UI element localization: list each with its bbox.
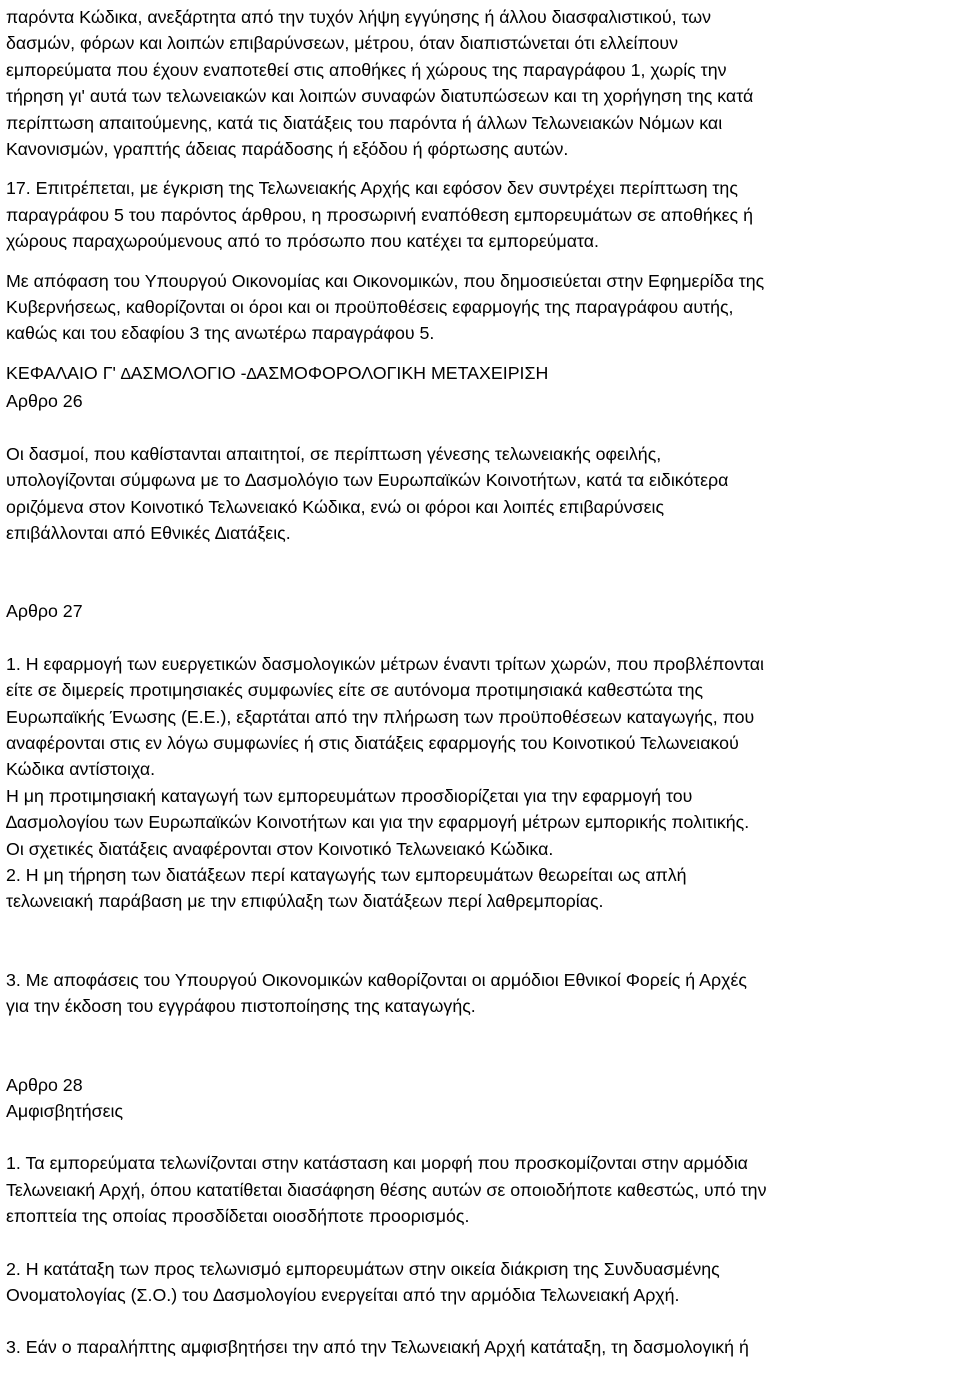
article-26-body: Οι δασμοί, που καθίστανται απαιτητοί, σε περίπτωση γένεσης τελωνειακής οφειλής, υπολογίζονται σύμφωνα με το ∆ασμολόγιο των Ευρωπαϊκών Κοινοτήτων, κατά τα ειδικότερα οριζόμενα στον Κοινοτικό Τελωνειακό Κώδικα, ενώ οι φόροι και λοιπές επιβαρύνσεις επιβάλλονται από Εθνικές ∆ιατάξεις. xyxy=(6,443,729,543)
chapter-prefix: ΚΕΦΑΛΑΙΟ Γ' xyxy=(6,362,121,383)
spacer xyxy=(6,1230,960,1256)
article-28-paragraph-3: 3. Εάν ο παραλήπτης αμφισβητήσει την από την Τελωνειακή Αρχή κατάταξη, τη δασμολογική ή xyxy=(6,1337,749,1358)
article-26-heading: Αρθρο 26 xyxy=(6,391,83,412)
spacer xyxy=(6,1308,960,1334)
chapter-mid: ΑΣΜΟΛΟΓΙΟ - xyxy=(130,362,247,383)
paragraph-17: 17. Επιτρέπεται, με έγκριση της Τελωνειακής Αρχής και εφόσον δεν συντρέχει περίπτωση της παραγράφου 5 του παρόντος άρθρου, η προσωρινή εναπόθεση εμπορευμάτων σε αποθήκες ή χώρους παραχωρούμενους από το πρόσωπο που κατέχει τα εμπορεύματα. xyxy=(6,178,753,252)
ministerial-decision-paragraph: Με απόφαση του Υπουργού Οικονομίας και Οικονομικών, που δημοσιεύεται στην Εφημερίδα της Κυβερνήσεως, καθορίζονται οι όροι και οι προϋποθέσεις εφαρμογής της παραγράφου αυτής, καθώς και του εδαφίου 3 της ανωτέρω παραγράφου 5. xyxy=(6,270,765,344)
spacer xyxy=(6,415,960,441)
continuation-paragraph: παρόντα Κώδικα, ανεξάρτητα από την τυχόν λήψη εγγύησης ή άλλου διασφαλιστικού, των δασμών, φόρων και λοιπών επιβαρύνσεων, μέτρου, όταν διαπιστώνεται ότι ελλείπουν εμπορεύματα που έχουν εναποτεθεί στις αποθήκες ή χώρους της παραγράφου 1, χωρίς την τήρηση γι' αυτά των τελωνειακών και λοιπών συναφών διατυπώσεων και τη χορήγηση της κατά περίπτωση απαιτούμενης, κατά τις διατάξεις του παρόντα ή άλλων Τελωνειακών Νόμων και Κανονισμών, γραπτής άδειας παράδοσης ή εξόδου ή φόρτωσης αυτών. xyxy=(6,7,754,160)
spacer xyxy=(6,625,960,651)
delta-glyph: ∆ xyxy=(246,365,257,383)
article-28-paragraph-2: 2. Η κατάταξη των προς τελωνισμό εμπορευμάτων στην οικεία διάκριση της Συνδυασμένης Ονοματολογίας (Σ.Ο.) του ∆ασμολογίου ενεργείται από την αρμόδια Τελωνειακή Αρχή. xyxy=(6,1258,720,1306)
delta-glyph: ∆ xyxy=(120,365,131,383)
article-27-heading: Αρθρο 27 xyxy=(6,601,83,622)
spacer xyxy=(6,1020,960,1072)
chapter-heading xyxy=(6,360,960,388)
article-28-subheading: Αμφισβητήσεις xyxy=(6,1101,124,1121)
spacer xyxy=(6,162,960,175)
spacer xyxy=(6,1124,960,1150)
spacer xyxy=(6,255,960,268)
article-27-paragraph-1: 1. Η εφαρμογή των ευεργετικών δασμολογικών μέτρων έναντι τρίτων χωρών, που προβλέπονται είτε σε διμερείς προτιμησιακές συμφωνίες είτε σε αυτόνομα προτιμησιακά καθεστώτα της Ευρωπαϊκής Ένωσης (Ε.Ε.), εξαρτάται από την πλήρωση των προϋποθέσεων καταγωγής, που αναφέρονται στις εν λόγω συμφωνίες ή στις διατάξεις εφαρμογής του Κοινοτικού Τελωνειακού Κώδικα αντίστοιχα. Η μη προτιμησιακή καταγωγή των εμπορευμάτων προσδιορίζεται για την εφαρμογή του ∆ασμολογίου των Ευρωπαϊκών Κοινοτήτων και για την εφαρμογή μέτρων εμπορικής πολιτικής. Οι σχετικές διατάξεις αναφέρονται στον Κοινοτικό Τελωνειακό Κώδικα. xyxy=(6,653,764,859)
chapter-suffix: ΑΣΜΟΦΟΡΟΛΟΓΙΚΗ ΜΕΤΑΧΕΙΡΙΣΗ xyxy=(256,362,549,383)
article-27-paragraph-2: 2. Η μη τήρηση των διατάξεων περί καταγωγής των εμπορευμάτων θεωρείται ως απλή τελωνειακή παράβαση με την επιφύλαξη των διατάξεων περί λαθρεμπορίας. xyxy=(6,864,687,912)
spacer xyxy=(6,347,960,360)
spacer xyxy=(6,915,960,967)
spacer xyxy=(6,546,960,598)
article-27-paragraph-3: 3. Με αποφάσεις του Υπουργού Οικονομικών καθορίζονται οι αρμόδιοι Εθνικοί Φορείς ή Αρχές για την έκδοση του εγγράφου πιστοποίησης της καταγωγής. xyxy=(6,969,747,1017)
article-28-paragraph-1: 1. Τα εμπορεύματα τελωνίζονται στην κατάσταση και μορφή που προσκομίζονται στην αρμόδια Τελωνειακή Αρχή, όπου κατατίθεται διασάφηση θέσης αυτών σε οποιοδήποτε καθεστώς, υπό την εποπτεία της οποίας προσδίδεται οιοσδήποτε προορισμός. xyxy=(6,1153,767,1227)
article-28-heading: Αρθρο 28 xyxy=(6,1074,83,1095)
